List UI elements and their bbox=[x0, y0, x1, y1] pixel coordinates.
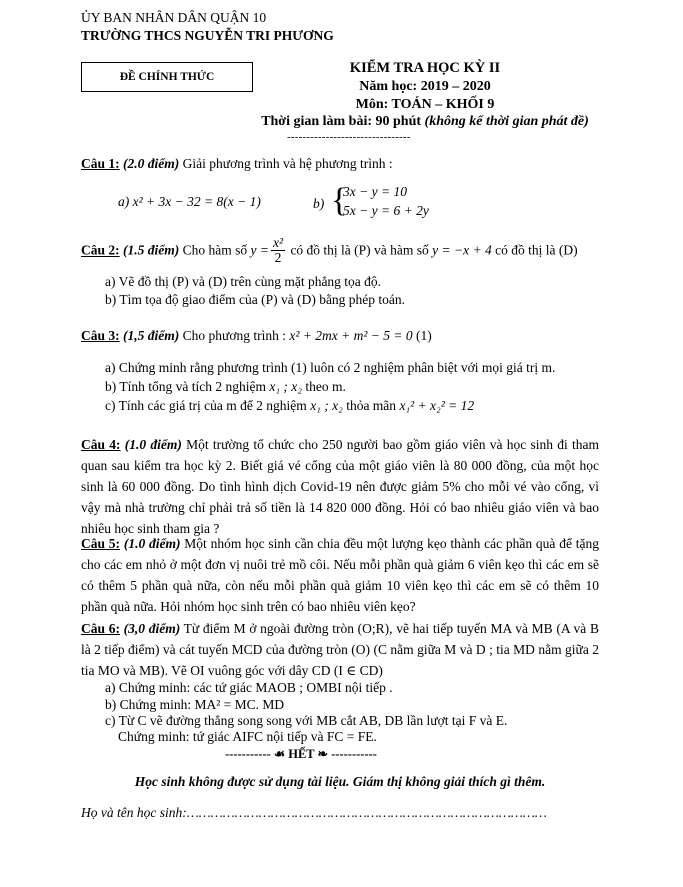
q6-text: Từ điểm M ở ngoài đường tròn (O;R), vẽ hai tiếp tuyến MA và MB (A và B là 2 tiếp điểm) và cát tuyến MCD của đường tròn (O) (C nằm giữa M và D ; tia MD nằm giữa 2 tia MO và MB). Vẽ OI vuông góc với dây CD (I ∈ CD) bbox=[81, 621, 599, 678]
question-1 bbox=[81, 156, 393, 172]
q3-c-condition: x₁² + x₂² = 12 bbox=[399, 398, 475, 413]
q5-points: (1.0 điểm) bbox=[123, 536, 181, 551]
q3-c-mid: thỏa mãn bbox=[346, 398, 397, 413]
q2-label: Câu 2: bbox=[81, 242, 120, 258]
time-label: Thời gian làm bài: 90 phút bbox=[261, 114, 422, 129]
q3-points: (1,5 điểm) bbox=[123, 328, 180, 343]
q2-part-a: a) Vẽ đồ thị (P) và (D) trên cùng mặt phẳng tọa độ. bbox=[105, 274, 382, 289]
q1-part-a bbox=[118, 194, 261, 210]
q2-frac-den: 2 bbox=[274, 250, 282, 265]
q3-part-c bbox=[105, 398, 474, 414]
q3-c-text: c) Tính các giá trị của m để 2 nghiệm bbox=[105, 398, 307, 413]
exam-time bbox=[230, 114, 620, 130]
official-badge: ĐỀ CHÍNH THỨC bbox=[81, 62, 253, 92]
title-separator: -------------------------------- bbox=[287, 131, 411, 143]
q3-b-tail: theo m. bbox=[305, 379, 346, 394]
q2-text2: có đồ thị là (P) và hàm số bbox=[290, 242, 429, 258]
q2-fraction bbox=[271, 236, 285, 265]
q1-text: Giải phương trình và hệ phương trình : bbox=[182, 156, 393, 171]
exam-title: KIỂM TRA HỌC KỲ II bbox=[349, 60, 501, 76]
subject: Môn: TOÁN – KHỐI 9 bbox=[355, 97, 495, 112]
q2-points: (1.5 điểm) bbox=[123, 242, 180, 258]
q5-label: Câu 5: bbox=[81, 536, 121, 551]
q6-points: (3,0 điểm) bbox=[123, 621, 181, 636]
question-3 bbox=[81, 328, 432, 344]
q1-b-line2: 5x − y = 6 + 2y bbox=[343, 203, 429, 218]
q4-points: (1.0 điểm) bbox=[124, 437, 182, 452]
q3-b-roots: x₁ ; x₂ bbox=[269, 379, 302, 394]
school-year: Năm học: 2019 – 2020 bbox=[359, 79, 491, 94]
q2-frac-num: x² bbox=[273, 235, 284, 250]
question-5 bbox=[81, 533, 599, 617]
q2-part-b: b) Tìm tọa độ giao điểm của (P) và (D) bằng phép toán. bbox=[105, 292, 406, 307]
q1-label: Câu 1: bbox=[81, 156, 120, 171]
end-mark: ----------- ☙ HẾT ❧ ----------- bbox=[225, 747, 377, 761]
q6-part-a: a) Chứng minh: các tứ giác MAOB ; OMBI nội tiếp . bbox=[105, 680, 393, 695]
q2-func-y: y = bbox=[250, 242, 270, 258]
q4-text: Một trường tổ chức cho 250 người bao gồm giáo viên và học sinh đi tham quan sau kiểm tra học kỳ 2. Biết giá vé cổng của một giáo viên là 80 000 đồng, của một học sinh là 60 000 đồng. Do tình hình dịch Covid-19 nên được giảm 5% cho mỗi vé vào cổng, vì vậy mà nhà trường chỉ phải trả số tiền là 14 820 000 đồng. Hỏi có bao nhiêu giáo viên và bao nhiêu học sinh tham gia ? bbox=[81, 437, 599, 536]
q1-points: (2.0 điểm) bbox=[123, 156, 180, 171]
footer-note: Học sinh không được sử dụng tài liệu. Giám thị không giải thích gì thêm. bbox=[134, 774, 546, 789]
q3-eq-number: (1) bbox=[416, 328, 432, 343]
q6-label: Câu 6: bbox=[81, 621, 120, 636]
question-2 bbox=[81, 236, 578, 265]
question-6 bbox=[81, 618, 599, 681]
system-brace: { bbox=[331, 182, 348, 219]
q3-part-b bbox=[105, 379, 346, 395]
q2-text3: có đồ thị là (D) bbox=[495, 242, 578, 258]
q4-label: Câu 4: bbox=[81, 437, 121, 452]
q1-b-line1: 3x − y = 10 bbox=[343, 184, 407, 199]
q3-text: Cho phương trình : bbox=[182, 328, 286, 343]
student-name-field: Họ và tên học sinh:……………………………………………………………………………… bbox=[81, 805, 547, 820]
school-name: TRƯỜNG THCS NGUYỄN TRI PHƯƠNG bbox=[81, 28, 334, 43]
question-4 bbox=[81, 434, 599, 539]
q3-equation: x² + 2mx + m² − 5 = 0 bbox=[289, 328, 413, 343]
q6-part-c: c) Từ C vẽ đường thẳng song song với MB cắt AB, DB lần lượt tại F và E. bbox=[105, 713, 508, 728]
q3-part-a: a) Chứng minh rằng phương trình (1) luôn có 2 nghiệm phân biệt với mọi giá trị m. bbox=[105, 360, 556, 375]
q1-a-key: a) bbox=[118, 194, 130, 209]
q2-text1: Cho hàm số bbox=[182, 242, 248, 258]
q3-label: Câu 3: bbox=[81, 328, 120, 343]
q3-b-text: b) Tính tổng và tích 2 nghiệm bbox=[105, 379, 266, 394]
q6-part-c-line2: Chứng minh: tứ giác AIFC nội tiếp và FC = FE. bbox=[118, 729, 377, 744]
district-name: ỦY BAN NHÂN DÂN QUẬN 10 bbox=[81, 10, 267, 25]
q1-a-equation: x² + 3x − 32 = 8(x − 1) bbox=[132, 194, 261, 209]
q3-c-roots: x₁ ; x₂ bbox=[310, 398, 343, 413]
q6-part-b: b) Chứng minh: MA² = MC. MD bbox=[105, 697, 285, 712]
q2-line-eq: y = −x + 4 bbox=[432, 242, 492, 258]
q1-b-key: b) bbox=[313, 196, 325, 211]
time-note: (không kể thời gian phát đề) bbox=[424, 114, 589, 129]
q5-text: Một nhóm học sinh cần chia đều một lượng kẹo thành các phần quà để tặng cho các em nhỏ ở một đơn vị nuôi trẻ mồ côi. Nếu mỗi phần quà giảm 6 viên kẹo thì các em sẽ có thêm 5 phần quà nữa, còn nếu mỗi phần quà giảm 10 viên kẹo thì các em sẽ có thêm 10 phần quà nữa. Hỏi nhóm học sinh trên có bao nhiêu viên kẹo? bbox=[81, 536, 599, 614]
